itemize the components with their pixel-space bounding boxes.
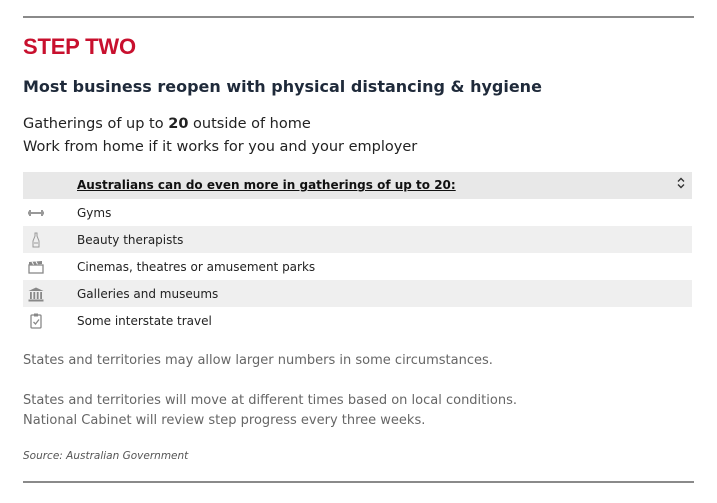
table-row-label: Beauty therapists xyxy=(77,233,184,247)
table-row xyxy=(23,199,692,226)
table-row xyxy=(23,307,692,334)
table-row xyxy=(23,226,692,253)
gatherings-suffix: outside of home xyxy=(188,116,311,132)
beauty-bottle-icon xyxy=(28,232,44,248)
note-larger-numbers: States and territories may allow larger numbers in some circumstances. xyxy=(23,353,493,368)
table-row-label: Cinemas, theatres or amusement parks xyxy=(77,260,316,274)
travel-pass-icon xyxy=(28,313,44,329)
dumbbell-icon xyxy=(28,205,44,221)
table-row xyxy=(23,280,692,307)
activities-table xyxy=(23,172,692,334)
table-row-label: Some interstate travel xyxy=(77,314,212,328)
gatherings-line xyxy=(23,116,311,132)
gatherings-number: 20 xyxy=(168,116,189,132)
table-header[interactable] xyxy=(23,172,692,199)
step-title: STEP TWO xyxy=(23,34,136,59)
gatherings-prefix: Gatherings of up to xyxy=(23,116,169,132)
table-row-label: Gyms xyxy=(77,206,112,220)
top-divider xyxy=(23,16,694,18)
work-from-home-line: Work from home if it works for you and your employer xyxy=(23,139,418,155)
museum-icon xyxy=(28,286,44,302)
note-move-times: States and territories will move at different times based on local conditions. xyxy=(23,393,517,408)
source-credit: Source: Australian Government xyxy=(23,450,189,462)
table-header-label[interactable]: Australians can do even more in gatherings of up to 20: xyxy=(77,178,456,192)
clapperboard-icon xyxy=(28,259,44,275)
table-row xyxy=(23,253,692,280)
note-review: National Cabinet will review step progress every three weeks. xyxy=(23,413,426,428)
step-subtitle: Most business reopen with physical distancing & hygiene xyxy=(23,77,542,96)
bottom-divider xyxy=(23,481,694,483)
sort-updown-icon[interactable] xyxy=(676,177,686,190)
table-row-label: Galleries and museums xyxy=(77,287,219,301)
